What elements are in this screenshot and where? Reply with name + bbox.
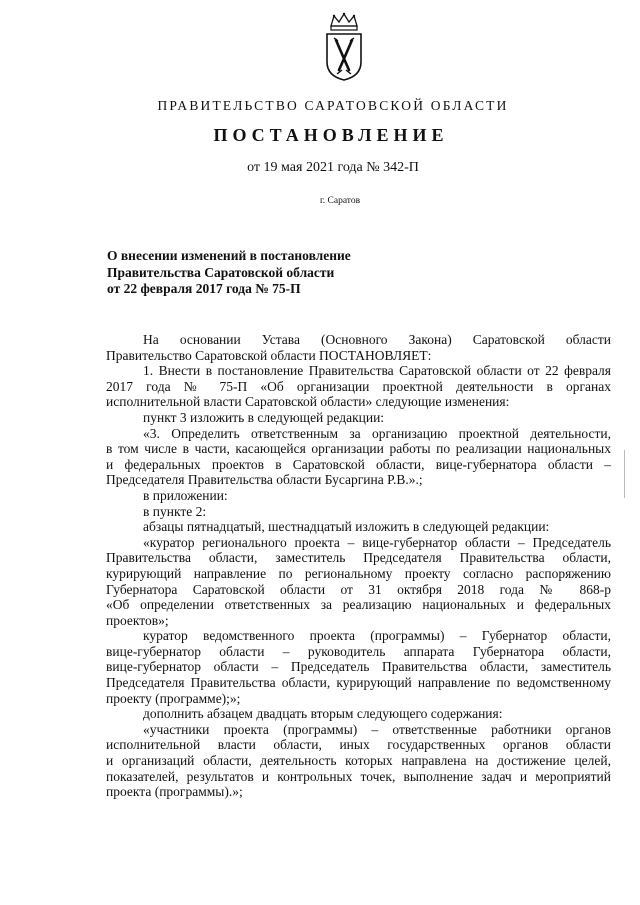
body-line: «Об определении ответственных за реализацию национальных и федеральных (106, 597, 611, 613)
body-line: курирующий направление по региональному проекту согласно распоряжению (106, 565, 611, 581)
saratov-coat-of-arms-icon (319, 12, 369, 82)
subject-line: О внесении изменений в постановление (107, 248, 351, 263)
body-line: 1. Внести в постановление Правительства Саратовской области от 22 февраля (143, 363, 611, 379)
government-name: ПРАВИТЕЛЬСТВО САРАТОВСКОЙ ОБЛАСТИ (157, 98, 509, 113)
document-subject (107, 248, 437, 298)
body-line: «3. Определить ответственным за организацию проектной деятельности, (143, 425, 611, 441)
document-body (106, 332, 611, 800)
body-line: в приложении: (143, 487, 228, 503)
body-line: Губернатора Саратовской области от 31 октября 2018 года № 868-р (106, 581, 611, 597)
body-line: вице-губернатор области – руководитель аппарата Губернатора области, (106, 643, 611, 659)
body-line: и федеральных проектов в Саратовской области, вице-губернатора области – (106, 456, 611, 472)
body-line: исполнительной власти области, иных государственных органов области (106, 737, 611, 753)
body-line: дополнить абзацем двадцать вторым следующего содержания: (143, 706, 503, 722)
document-date-number: от 19 мая 2021 года № 342-П (247, 160, 419, 175)
body-line: На основании Устава (Основного Закона) Саратовской области (143, 332, 611, 347)
body-line: проектов»; (106, 612, 169, 628)
body-line: исполнительной власти Саратовской области» следующие изменения: (106, 394, 510, 410)
body-line: Председателя Правительства области, курирующий направление по ведомственному (106, 675, 611, 691)
scan-margin-mark (624, 450, 625, 498)
body-line: показателей, результатов и контрольных точек, выполнение задач и мероприятий (106, 768, 611, 784)
body-line: 2017 года № 75-П «Об организации проектной деятельности в органах (106, 378, 611, 394)
body-line: Правительства области, заместитель Председателя Правительства области, (106, 550, 611, 566)
body-line: проекту (программе);»; (106, 690, 241, 706)
subject-line: Правительства Саратовской области (107, 264, 335, 280)
body-line: проекта (программы).»; (106, 784, 243, 800)
subject-line: от 22 февраля 2017 года № 75-П (107, 281, 301, 296)
body-line: пункт 3 изложить в следующей редакции: (143, 409, 385, 425)
body-line: абзацы пятнадцатый, шестнадцатый изложить в следующей редакции: (143, 519, 550, 535)
body-line: в пункте 2: (143, 503, 207, 519)
body-line: и организаций области, деятельность которых направлена на достижение целей, (106, 753, 611, 769)
body-line: вице-губернатор области – Председатель Правительства области, заместитель (106, 659, 611, 675)
body-line: куратор ведомственного проекта (программы) – Губернатор области, (143, 628, 611, 644)
document-type: ПОСТАНОВЛЕНИЕ (213, 125, 449, 145)
document-city: г. Саратов (319, 196, 361, 206)
body-line: Правительство Саратовской области ПОСТАНОВЛЯЕТ: (106, 347, 432, 363)
body-line: в том числе в части, касающейся организации работы по реализации национальных (106, 441, 611, 457)
body-line: Председателя Правительства области Бусаргина Р.В.».; (106, 472, 423, 488)
body-line: «участники проекта (программы) – ответственные работники органов (143, 721, 611, 737)
body-line: «куратор регионального проекта – вице-губернатор области – Председатель (143, 534, 611, 550)
